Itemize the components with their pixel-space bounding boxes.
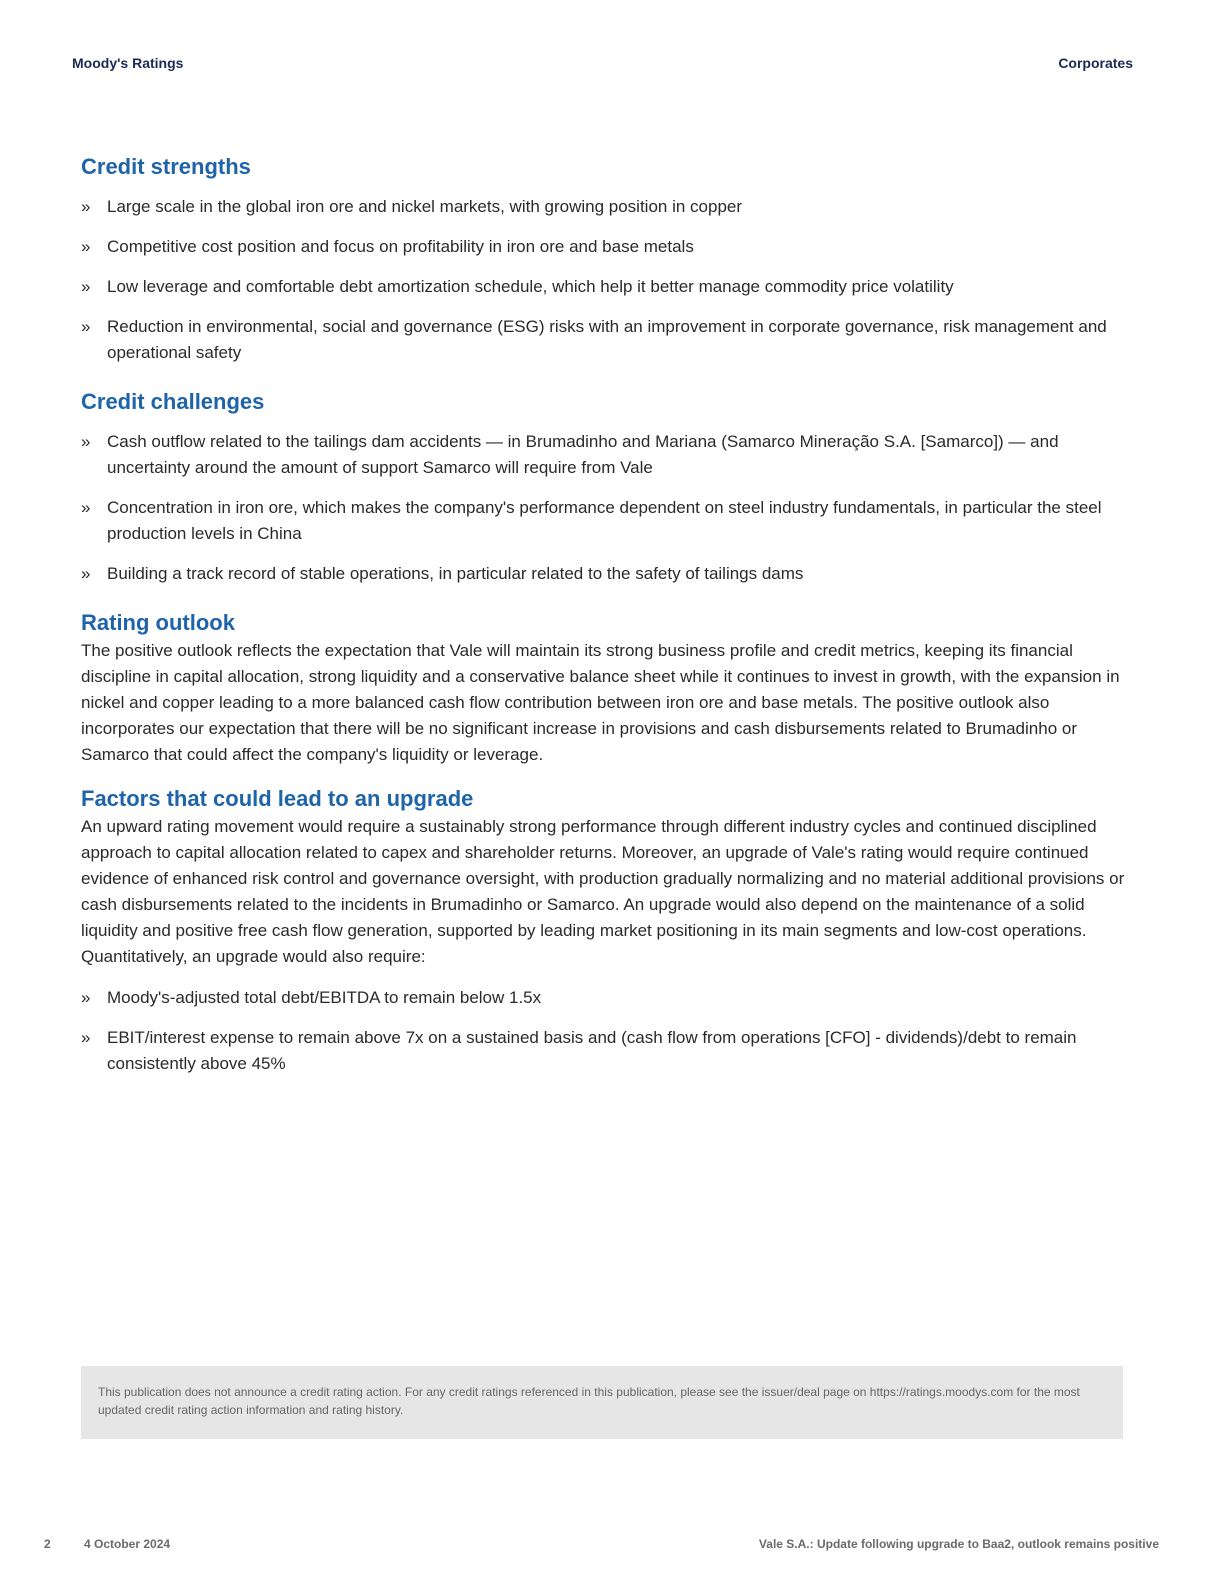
list-item: » Reduction in environmental, social and governance (ESG) risks with an improvement in corporate governance, risk management and operational safety — [81, 314, 1126, 366]
upgrade-factors-text: An upward rating movement would require a sustainably strong performance through different industry cycles and continued disciplined approach to capital allocation related to capex and shareholder returns. Moreover, an upgrade of Vale's rating would require continued evidence of enhanced risk control and governance oversight, with production gradually normalizing and no material additional provisions or cash disbursements related to the incidents in Brumadinho or Samarco. An upgrade would also depend on the maintenance of a solid liquidity and positive free cash flow generation, supported by leading market positioning in its main segments and low-cost operations. Quantitatively, an upgrade would also require: — [81, 817, 1125, 966]
header-publisher: Moody's Ratings — [72, 55, 184, 71]
list-item: » Building a track record of stable operations, in particular related to the safety of tailings dams — [81, 561, 1126, 587]
page-number: 2 — [44, 1537, 51, 1551]
list-item: » Cash outflow related to the tailings dam accidents — in Brumadinho and Mariana (Samarco Mineração S.A. [Samarco]) — and uncertainty around the amount of support Samarco will require from Vale — [81, 429, 1126, 481]
list-item: » EBIT/interest expense to remain above 7x on a sustained basis and (cash flow from operations [CFO] - dividends)/debt to remain consistently above 45% — [81, 1025, 1126, 1077]
list-item: » Moody's-adjusted total debt/EBITDA to remain below 1.5x — [81, 985, 1126, 1011]
list-item: » Low leverage and comfortable debt amortization schedule, which help it better manage commodity price volatility — [81, 274, 1126, 300]
upgrade-factors-heading: Factors that could lead to an upgrade — [81, 786, 474, 811]
upgrade-factors-list — [81, 985, 1126, 1077]
main-content — [81, 152, 1126, 1077]
document-title: Vale S.A.: Update following upgrade to Baa2, outlook remains positive — [758, 1537, 1159, 1551]
rating-outlook-text: The positive outlook reflects the expectation that Vale will maintain its strong business profile and credit metrics, keeping its financial discipline in capital allocation, strong liquidity and a conservative balance sheet while it continues to invest in growth, with the expansion in nickel and copper leading to a more balanced cash flow contribution between iron ore and base metals. The positive outlook also incorporates our expectation that there will be no significant increase in provisions and cash disbursements related to Brumadinho or Samarco that could affect the company's liquidity or leverage. — [81, 641, 1120, 764]
publication-date: 4 October 2024 — [84, 1537, 171, 1551]
rating-outlook-heading: Rating outlook — [81, 610, 235, 635]
list-item: » Large scale in the global iron ore and nickel markets, with growing position in copper — [81, 194, 1126, 220]
list-item: » Concentration in iron ore, which makes the company's performance dependent on steel industry fundamentals, in particular the steel production levels in China — [81, 495, 1126, 547]
header-section: Corporates — [1058, 55, 1133, 71]
credit-strengths-heading: Credit strengths — [81, 154, 251, 179]
list-item: » Competitive cost position and focus on profitability in iron ore and base metals — [81, 234, 1126, 260]
credit-strengths-list — [81, 194, 1126, 366]
disclaimer-box: This publication does not announce a credit rating action. For any credit ratings referenced in this publication, please see the issuer/deal page on https://ratings.moodys.com for the most updated credit rating action information and rating history. — [81, 1366, 1123, 1439]
credit-challenges-list — [81, 429, 1126, 587]
credit-challenges-heading: Credit challenges — [81, 389, 265, 414]
